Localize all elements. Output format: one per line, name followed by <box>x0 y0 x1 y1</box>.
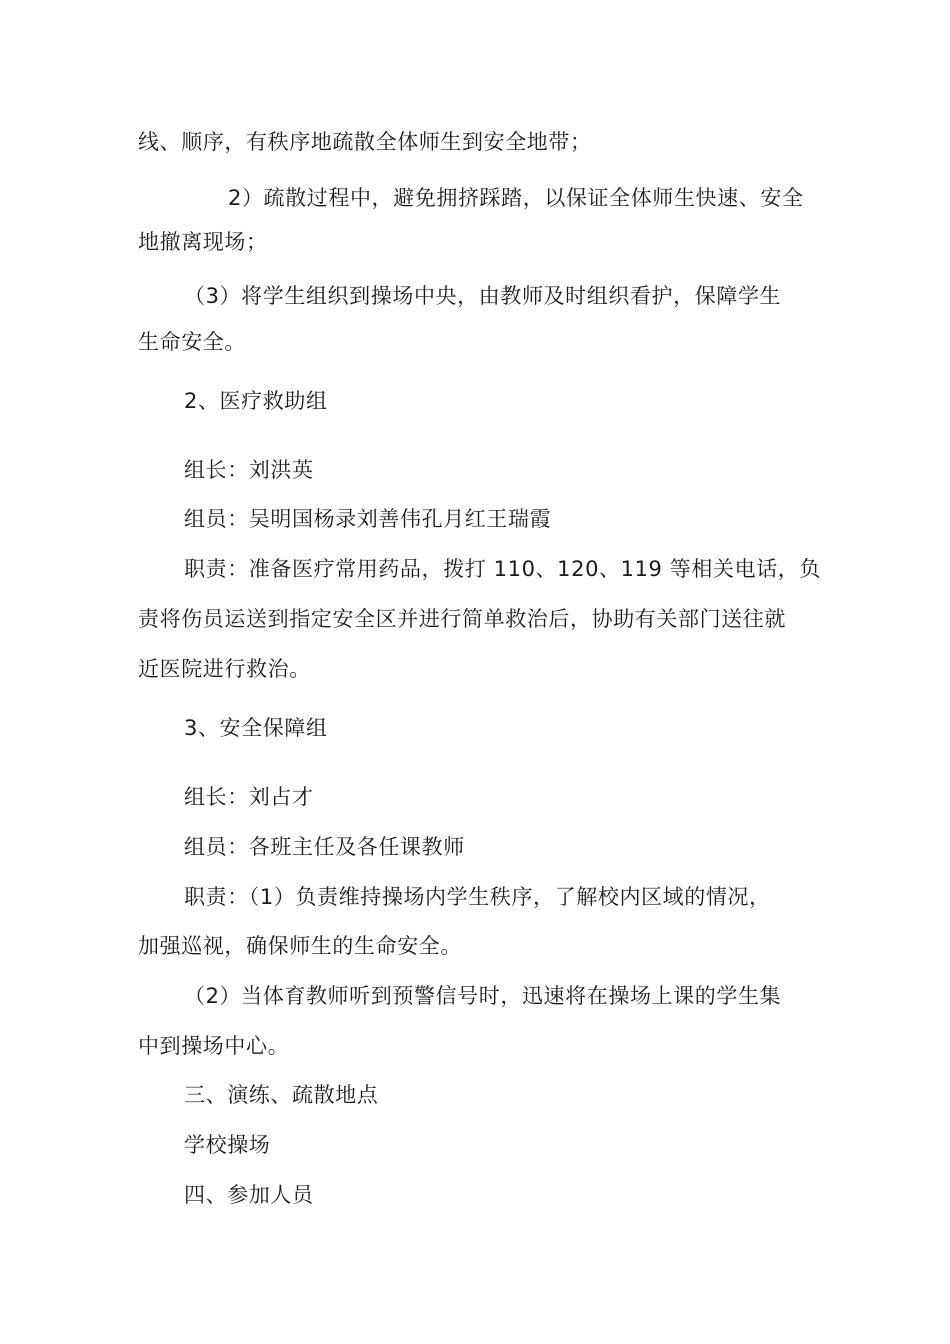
text-line: 组长：刘占才 <box>184 785 314 809</box>
text-line: 加强巡视，确保师生的生命安全。 <box>138 934 462 958</box>
text-line: 组长：刘洪英 <box>184 458 314 482</box>
section-heading: 2、医疗救助组 <box>184 389 328 413</box>
text-line: 生命安全。 <box>138 330 246 354</box>
text-line: 近医院进行救治。 <box>138 657 311 681</box>
text-line: 责将伤员运送到指定安全区并进行简单救治后，协助有关部门送往就 <box>138 607 786 631</box>
section-heading: 四、参加人员 <box>184 1183 314 1207</box>
text-line: 职责：（1）负责维持操场内学生秩序，了解校内区域的情况， <box>184 885 771 909</box>
section-heading: 三、演练、疏散地点 <box>184 1083 379 1107</box>
text-line: （3）将学生组织到操场中央，由教师及时组织看护，保障学生 <box>184 284 782 308</box>
text-line: 组员：各班主任及各任课教师 <box>184 835 465 859</box>
text-line: 地撤离现场； <box>138 230 268 254</box>
text-line: 职责：准备医疗常用药品，拨打 110、120、119 等相关电话，负 <box>184 557 821 581</box>
text-line: 2）疏散过程中，避免拥挤踩踏，以保证全体师生快速、安全 <box>228 186 804 210</box>
text-line: （2）当体育教师听到预警信号时，迅速将在操场上课的学生集 <box>184 984 782 1008</box>
text-line: 中到操场中心。 <box>138 1034 290 1058</box>
section-heading: 3、安全保障组 <box>184 716 328 740</box>
text-line: 线、顺序，有秩序地疏散全体师生到安全地带； <box>138 130 592 154</box>
text-line: 学校操场 <box>184 1133 271 1157</box>
text-line: 组员：吴明国杨录刘善伟孔月红王瑞霞 <box>184 507 552 531</box>
